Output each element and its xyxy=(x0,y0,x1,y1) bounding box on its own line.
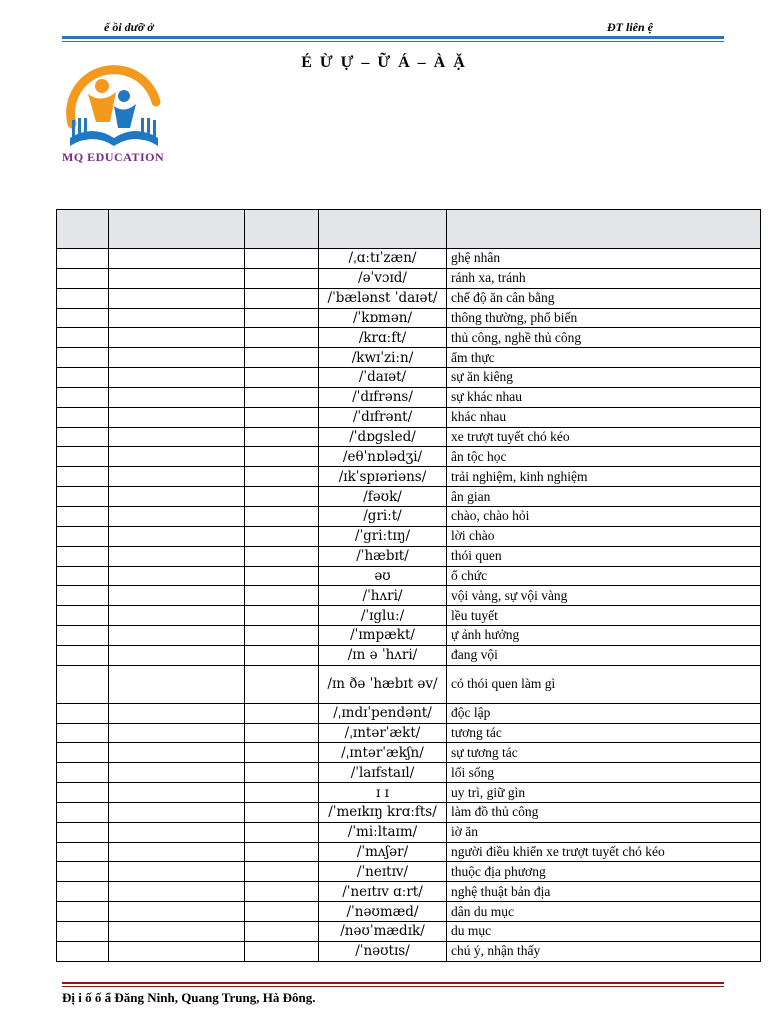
word-cell xyxy=(109,467,245,487)
meaning-cell: nghệ thuật bản địa xyxy=(447,882,761,902)
type-cell xyxy=(245,249,319,269)
type-cell xyxy=(245,546,319,566)
word-cell xyxy=(109,546,245,566)
type-cell xyxy=(245,606,319,626)
type-cell xyxy=(245,467,319,487)
number-cell xyxy=(57,862,109,882)
meaning-cell: ổ chức xyxy=(447,566,761,586)
meaning-cell: thông thường, phổ biến xyxy=(447,308,761,328)
meaning-cell: khác nhau xyxy=(447,407,761,427)
meaning-cell: du mục xyxy=(447,922,761,942)
table-row xyxy=(57,566,761,586)
word-cell xyxy=(109,268,245,288)
number-cell xyxy=(57,487,109,507)
type-cell xyxy=(245,645,319,665)
ipa-cell: /ˈhʌri/ xyxy=(319,586,447,606)
meaning-cell: ân gian xyxy=(447,487,761,507)
number-cell xyxy=(57,723,109,743)
meaning-cell: thói quen xyxy=(447,546,761,566)
ipa-cell: /ˈnəʊmæd/ xyxy=(319,902,447,922)
type-cell xyxy=(245,348,319,368)
table-row xyxy=(57,902,761,922)
meaning-cell: đang vội xyxy=(447,645,761,665)
table-row xyxy=(57,763,761,783)
word-cell xyxy=(109,862,245,882)
ipa-cell: /ˈlaɪfstaɪl/ xyxy=(319,763,447,783)
meaning-cell: sự khác nhau xyxy=(447,387,761,407)
word-cell xyxy=(109,822,245,842)
header-rule-thick xyxy=(62,36,724,39)
table-row xyxy=(57,487,761,507)
table-row xyxy=(57,288,761,308)
header-rule-thin xyxy=(62,41,724,42)
table-row xyxy=(57,723,761,743)
type-cell xyxy=(245,723,319,743)
ipa-cell: /ˌɪntərˈækʃn/ xyxy=(319,743,447,763)
meaning-cell: chào, chào hỏi xyxy=(447,506,761,526)
table-row xyxy=(57,922,761,942)
number-cell xyxy=(57,606,109,626)
meaning-cell: người điều khiển xe trượt tuyết chó kéo xyxy=(447,842,761,862)
word-cell xyxy=(109,447,245,467)
number-cell xyxy=(57,763,109,783)
table-row xyxy=(57,822,761,842)
number-cell xyxy=(57,566,109,586)
meaning-cell: chế độ ăn cân bằng xyxy=(447,288,761,308)
type-cell xyxy=(245,407,319,427)
word-cell xyxy=(109,645,245,665)
table-row xyxy=(57,328,761,348)
table-row xyxy=(57,407,761,427)
type-cell xyxy=(245,922,319,942)
meaning-cell: độc lập xyxy=(447,703,761,723)
number-cell xyxy=(57,743,109,763)
ipa-cell: /ˈgriːtɪŋ/ xyxy=(319,526,447,546)
type-cell xyxy=(245,842,319,862)
ipa-cell: /ˈhæbɪt/ xyxy=(319,546,447,566)
table-row xyxy=(57,743,761,763)
ipa-cell: əʊ xyxy=(319,566,447,586)
ipa-cell: /nəʊˈmædɪk/ xyxy=(319,922,447,942)
meaning-cell: thuộc địa phương xyxy=(447,862,761,882)
table-header-row xyxy=(57,210,761,249)
header-contact: ĐT liên ệ xyxy=(607,20,653,34)
word-cell xyxy=(109,308,245,328)
ipa-cell: /ˌɑːtɪˈzæn/ xyxy=(319,249,447,269)
number-cell xyxy=(57,407,109,427)
table-row xyxy=(57,268,761,288)
type-cell xyxy=(245,802,319,822)
ipa-cell: /eθˈnɒlədʒi/ xyxy=(319,447,447,467)
number-cell xyxy=(57,626,109,646)
meaning-cell: thủ công, nghề thủ công xyxy=(447,328,761,348)
number-cell xyxy=(57,288,109,308)
ipa-cell: /ˈdaɪət/ xyxy=(319,368,447,388)
header-cell xyxy=(109,210,245,249)
table-row xyxy=(57,506,761,526)
table-row xyxy=(57,586,761,606)
number-cell xyxy=(57,308,109,328)
table-row xyxy=(57,467,761,487)
word-cell xyxy=(109,941,245,961)
ipa-cell: /ˈnəʊtɪs/ xyxy=(319,941,447,961)
number-cell xyxy=(57,526,109,546)
ipa-cell: /fəʊk/ xyxy=(319,487,447,507)
ipa-cell: /ˈmeɪkɪŋ krɑːfts/ xyxy=(319,802,447,822)
word-cell xyxy=(109,626,245,646)
type-cell xyxy=(245,288,319,308)
word-cell xyxy=(109,882,245,902)
word-cell xyxy=(109,407,245,427)
table-row xyxy=(57,862,761,882)
number-cell xyxy=(57,941,109,961)
type-cell xyxy=(245,526,319,546)
table-row xyxy=(57,665,761,703)
word-cell xyxy=(109,723,245,743)
number-cell xyxy=(57,387,109,407)
word-cell xyxy=(109,506,245,526)
number-cell xyxy=(57,703,109,723)
table-row xyxy=(57,387,761,407)
number-cell xyxy=(57,922,109,942)
ipa-cell: /kwɪˈziːn/ xyxy=(319,348,447,368)
word-cell xyxy=(109,249,245,269)
meaning-cell: lều tuyết xyxy=(447,606,761,626)
word-cell xyxy=(109,586,245,606)
word-cell xyxy=(109,288,245,308)
vocabulary-table xyxy=(56,209,761,962)
table-row xyxy=(57,526,761,546)
number-cell xyxy=(57,645,109,665)
type-cell xyxy=(245,586,319,606)
type-cell xyxy=(245,308,319,328)
number-cell xyxy=(57,427,109,447)
ipa-cell: /ˈneɪtɪv/ xyxy=(319,862,447,882)
ipa-cell: /ˈdɪfrəns/ xyxy=(319,387,447,407)
table-row xyxy=(57,645,761,665)
type-cell xyxy=(245,941,319,961)
table-row xyxy=(57,546,761,566)
number-cell xyxy=(57,783,109,803)
word-cell xyxy=(109,842,245,862)
ipa-cell: /ˈkɒmən/ xyxy=(319,308,447,328)
meaning-cell: tương tác xyxy=(447,723,761,743)
number-cell xyxy=(57,802,109,822)
ipa-cell: /ɪn ə ˈhʌri/ xyxy=(319,645,447,665)
word-cell xyxy=(109,328,245,348)
meaning-cell: xe trượt tuyết chó kéo xyxy=(447,427,761,447)
ipa-cell: /ˈdɪfrənt/ xyxy=(319,407,447,427)
meaning-cell: uy trì, giữ gìn xyxy=(447,783,761,803)
logo-text: MQ EDUCATION xyxy=(62,150,165,164)
ipa-cell: /krɑːft/ xyxy=(319,328,447,348)
number-cell xyxy=(57,368,109,388)
word-cell xyxy=(109,763,245,783)
word-cell xyxy=(109,387,245,407)
header-center-name: ế ồi dưỡ ở xyxy=(104,20,154,34)
number-cell xyxy=(57,506,109,526)
table-row xyxy=(57,842,761,862)
type-cell xyxy=(245,387,319,407)
word-cell xyxy=(109,703,245,723)
table-row xyxy=(57,626,761,646)
ipa-cell: /ɪkˈspɪəriəns/ xyxy=(319,467,447,487)
word-cell xyxy=(109,665,245,703)
type-cell xyxy=(245,763,319,783)
word-cell xyxy=(109,526,245,546)
type-cell xyxy=(245,427,319,447)
ipa-cell: /ˌɪndɪˈpendənt/ xyxy=(319,703,447,723)
ipa-cell: /ˈneɪtɪv ɑːrt/ xyxy=(319,882,447,902)
meaning-cell: ân tộc học xyxy=(447,447,761,467)
type-cell xyxy=(245,506,319,526)
header-cell xyxy=(447,210,761,249)
meaning-cell: vội vàng, sự vội vàng xyxy=(447,586,761,606)
meaning-cell: ghệ nhân xyxy=(447,249,761,269)
meaning-cell: ự ảnh hưởng xyxy=(447,626,761,646)
meaning-cell: ránh xa, tránh xyxy=(447,268,761,288)
ipa-cell: /əˈvɔɪd/ xyxy=(319,268,447,288)
number-cell xyxy=(57,882,109,902)
table-row xyxy=(57,783,761,803)
number-cell xyxy=(57,902,109,922)
type-cell xyxy=(245,822,319,842)
ipa-cell: /ˈɪmpækt/ xyxy=(319,626,447,646)
type-cell xyxy=(245,268,319,288)
number-cell xyxy=(57,467,109,487)
footer-address: Đị i ố ố ẩ Đăng Ninh, Quang Trung, Hà Đông. xyxy=(62,990,316,1005)
number-cell xyxy=(57,586,109,606)
number-cell xyxy=(57,447,109,467)
word-cell xyxy=(109,743,245,763)
table-row xyxy=(57,308,761,328)
ipa-cell: /griːt/ xyxy=(319,506,447,526)
number-cell xyxy=(57,249,109,269)
type-cell xyxy=(245,447,319,467)
table-row xyxy=(57,882,761,902)
ipa-cell: /ˈbælənst ˈdaɪət/ xyxy=(319,288,447,308)
number-cell xyxy=(57,348,109,368)
table-row xyxy=(57,348,761,368)
meaning-cell: trải nghiệm, kinh nghiệm xyxy=(447,467,761,487)
meaning-cell: ẩm thực xyxy=(447,348,761,368)
meaning-cell: lời chào xyxy=(447,526,761,546)
table-row xyxy=(57,249,761,269)
word-cell xyxy=(109,368,245,388)
ipa-cell: /ɪn ðə ˈhæbɪt əv/ xyxy=(319,665,447,703)
type-cell xyxy=(245,902,319,922)
ipa-cell: /ˈdɒgsled/ xyxy=(319,427,447,447)
type-cell xyxy=(245,703,319,723)
header-cell xyxy=(319,210,447,249)
table-row xyxy=(57,941,761,961)
number-cell xyxy=(57,546,109,566)
type-cell xyxy=(245,328,319,348)
type-cell xyxy=(245,665,319,703)
type-cell xyxy=(245,368,319,388)
meaning-cell: lối sống xyxy=(447,763,761,783)
type-cell xyxy=(245,743,319,763)
meaning-cell: sự tương tác xyxy=(447,743,761,763)
number-cell xyxy=(57,328,109,348)
word-cell xyxy=(109,348,245,368)
number-cell xyxy=(57,822,109,842)
type-cell xyxy=(245,783,319,803)
word-cell xyxy=(109,902,245,922)
meaning-cell: sự ăn kiêng xyxy=(447,368,761,388)
word-cell xyxy=(109,922,245,942)
number-cell xyxy=(57,268,109,288)
word-cell xyxy=(109,606,245,626)
table-row xyxy=(57,703,761,723)
type-cell xyxy=(245,882,319,902)
ipa-cell: /ˈmiːltaɪm/ xyxy=(319,822,447,842)
meaning-cell: dân du mục xyxy=(447,902,761,922)
word-cell xyxy=(109,783,245,803)
table-row xyxy=(57,368,761,388)
meaning-cell: chú ý, nhận thấy xyxy=(447,941,761,961)
type-cell xyxy=(245,566,319,586)
ipa-cell: ɪ ɪ xyxy=(319,783,447,803)
ipa-cell: /ˈmʌʃər/ xyxy=(319,842,447,862)
table-row xyxy=(57,427,761,447)
type-cell xyxy=(245,487,319,507)
ipa-cell: /ˈɪgluː/ xyxy=(319,606,447,626)
word-cell xyxy=(109,802,245,822)
number-cell xyxy=(57,665,109,703)
header-cell xyxy=(57,210,109,249)
table-row xyxy=(57,606,761,626)
meaning-cell: có thói quen làm gì xyxy=(447,665,761,703)
type-cell xyxy=(245,626,319,646)
document-title: É Ừ Ự – Ữ Á – À Ặ xyxy=(301,54,467,71)
table-row xyxy=(57,802,761,822)
header-cell xyxy=(245,210,319,249)
ipa-cell: /ˌɪntərˈækt/ xyxy=(319,723,447,743)
footer-rule-thick xyxy=(62,982,724,984)
table-row xyxy=(57,447,761,467)
meaning-cell: làm đồ thủ công xyxy=(447,802,761,822)
meaning-cell: iờ ăn xyxy=(447,822,761,842)
word-cell xyxy=(109,487,245,507)
type-cell xyxy=(245,862,319,882)
footer-rule-thin xyxy=(62,986,724,987)
number-cell xyxy=(57,842,109,862)
word-cell xyxy=(109,566,245,586)
word-cell xyxy=(109,427,245,447)
